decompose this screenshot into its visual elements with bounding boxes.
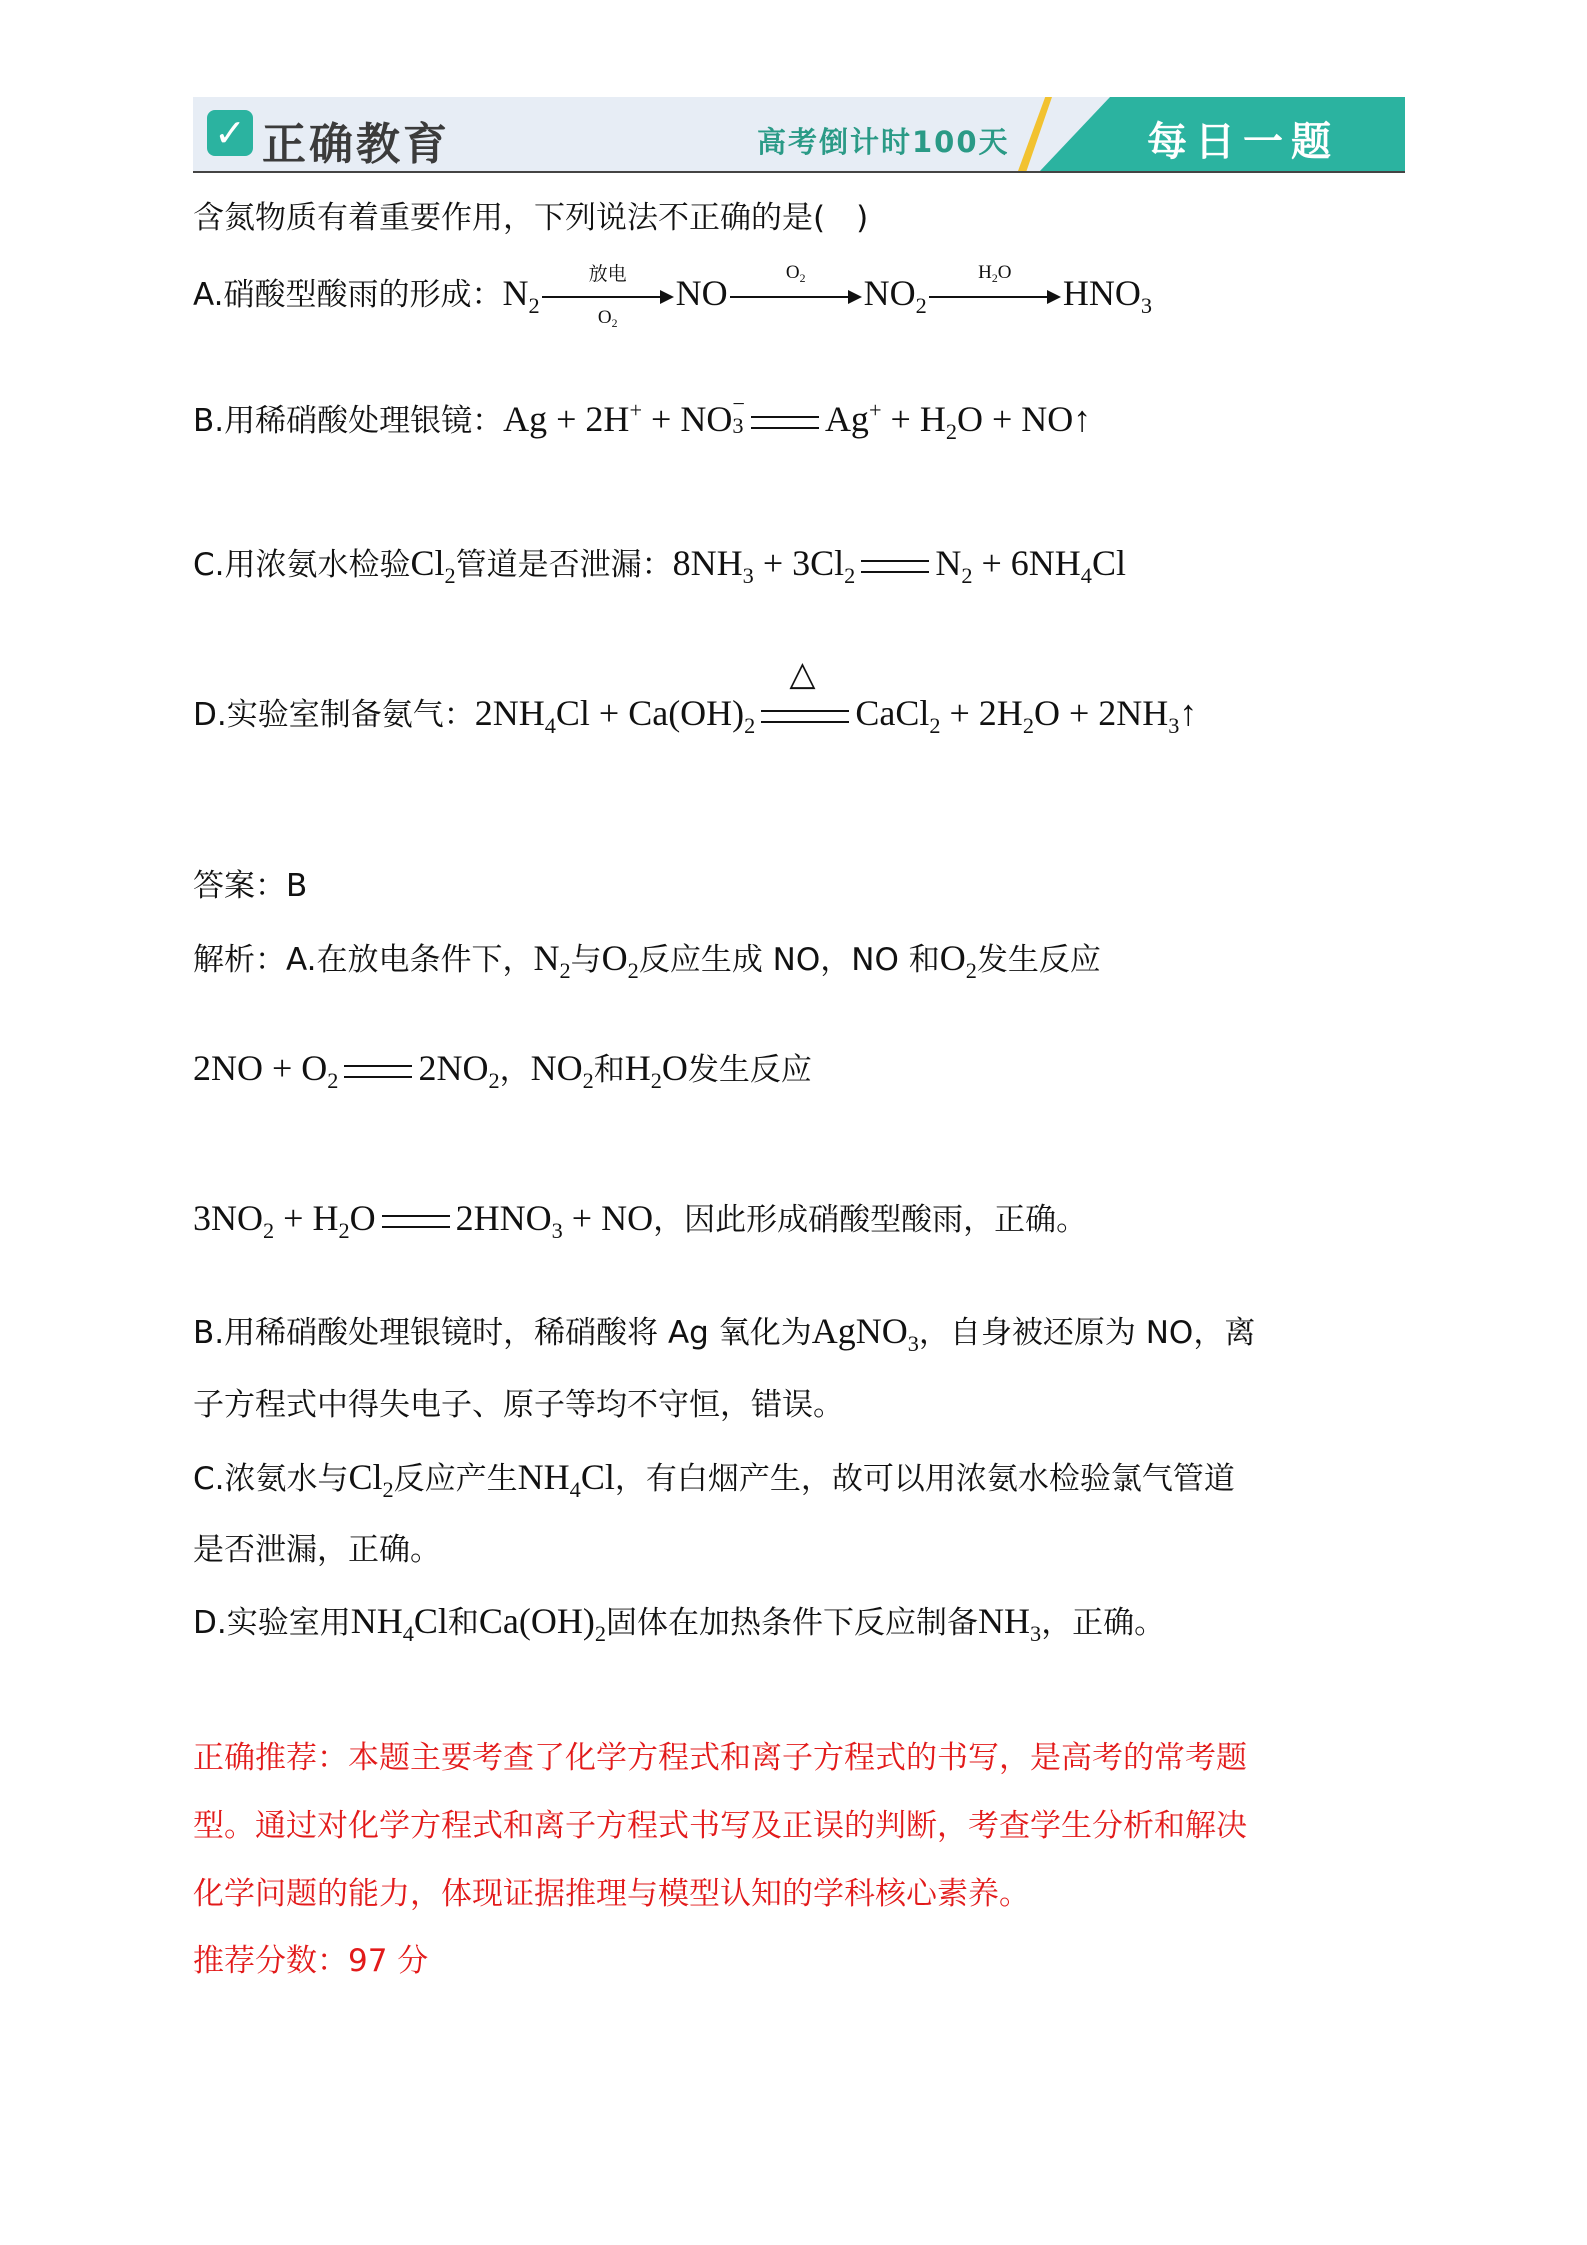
- arrow-condition-top: 放电: [588, 263, 627, 285]
- text-fragment: D.实验室用: [193, 1605, 351, 1641]
- formula: NO: [675, 273, 728, 313]
- equation: Ag + 2H+ + NO − 3: [503, 391, 745, 440]
- heating-equals-sign: [761, 654, 849, 723]
- text-fragment: 和: [593, 1052, 625, 1088]
- option-b-label: B.用稀硝酸处理银镜：: [193, 403, 504, 440]
- equation: $2NO_2$: [418, 1048, 500, 1093]
- formula: $Cl_2$: [348, 1457, 394, 1502]
- recommend-line-3: 化学问题的能力，体现证据推理与模型认知的学科核心素养。: [193, 1876, 1030, 1912]
- option-d-label: D.实验室制备氨气：: [193, 697, 475, 733]
- text-fragment: C.浓氨水与: [193, 1461, 349, 1497]
- equation: $Ag^+ + H_2O$ + NO↑: [824, 397, 1092, 444]
- formula: $NH_4Cl$: [517, 1457, 615, 1502]
- equation: $8NH_3 + 3Cl_2$: [672, 543, 856, 588]
- text-fragment: 反应生成 NO，NO 和: [638, 942, 940, 978]
- text-fragment: 发生反应: [976, 942, 1101, 978]
- formula: $Ca(OH)_2$: [478, 1601, 607, 1646]
- formula: $O_2$: [601, 938, 639, 983]
- text-fragment: ，: [499, 1052, 531, 1088]
- option-a: [193, 262, 1152, 330]
- formula: AgNO$_3$: [811, 1311, 919, 1356]
- heat-triangle-icon: △: [789, 654, 816, 694]
- analysis-a-line3: [193, 1197, 1087, 1245]
- analysis-c-line1: [193, 1456, 1235, 1504]
- checkmark-logo-icon: ✓: [207, 110, 253, 156]
- recommend-line-1: 正确推荐：本题主要考查了化学方程式和离子方程式的书写，是高考的常考题: [193, 1740, 1247, 1776]
- arrow-condition-bottom: $O_2$: [597, 306, 618, 330]
- option-c-label-2: 管道是否泄漏：: [455, 547, 673, 583]
- text-fragment: ，因此形成硝酸型酸雨，正确。: [653, 1202, 1088, 1238]
- header-divider: [193, 171, 1405, 173]
- banner-title: 每日一题: [1147, 119, 1339, 165]
- analysis-d-line1: [193, 1600, 1165, 1648]
- answer-label: 答案：B: [193, 868, 308, 904]
- text-fragment: 与: [570, 942, 602, 978]
- text-fragment: ，正确。: [1041, 1605, 1166, 1641]
- formula: $Cl_2$: [410, 543, 456, 588]
- analysis-a-line2: [193, 1047, 812, 1095]
- recommend-line-2: 型。通过对化学方程式和离子方程式书写及正误的判断，考查学生分析和解决: [193, 1808, 1247, 1844]
- option-a-label: A.硝酸型酸雨的形成：: [193, 277, 503, 313]
- formula: $NO_2$: [863, 273, 927, 318]
- analysis-intro: 解析：A.在放电条件下，: [193, 942, 534, 978]
- countdown-text: 高考倒计时100天: [757, 125, 1010, 159]
- reaction-arrow-3: [929, 262, 1061, 305]
- text-fragment: 和: [447, 1605, 479, 1641]
- analysis-c-line2: 是否泄漏，正确。: [193, 1532, 441, 1568]
- option-b: [193, 393, 1091, 446]
- equation: $2NH_4Cl + Ca(OH)_2$: [474, 693, 756, 738]
- text-fragment: ，自身被还原为 NO，离: [918, 1315, 1256, 1351]
- reaction-arrow-2: [730, 262, 862, 305]
- equals-sign: [382, 1215, 450, 1228]
- formula: $N_2$: [533, 938, 571, 983]
- equals-sign: [861, 560, 929, 573]
- brand-name: 正确教育: [262, 119, 450, 170]
- text-fragment: ，有白烟产生，故可以用浓氨水检验氯气管道: [614, 1461, 1235, 1497]
- formula: $H_2O$: [624, 1048, 688, 1093]
- reaction-arrow-1: [542, 263, 674, 330]
- equation: $N_2 + 6NH_4Cl$: [935, 543, 1126, 588]
- arrow-condition-top: $H_2O$: [978, 262, 1012, 286]
- equation: $3NO_2 + H_2O$: [193, 1198, 376, 1243]
- analysis-b-line2: 子方程式中得失电子、原子等均不守恒，错误。: [193, 1387, 844, 1423]
- equation: $2HNO_3$ + NO: [455, 1198, 654, 1243]
- formula: $HNO_3$: [1062, 273, 1152, 318]
- text-fragment: 反应产生: [393, 1461, 518, 1497]
- option-c: [193, 542, 1126, 590]
- option-d: [193, 654, 1198, 740]
- formula: $NH_3$: [978, 1601, 1042, 1646]
- text-fragment: B.用稀硝酸处理银镜时，稀硝酸将 Ag 氧化为: [193, 1315, 812, 1351]
- recommend-score: 推荐分数：97 分: [193, 1943, 429, 1979]
- question-stem: 含氮物质有着重要作用，下列说法不正确的是( ): [193, 200, 869, 236]
- equation: CaCl$_2$ + $2H_2O$ + $2NH_3↑$: [855, 693, 1198, 738]
- analysis-a-line1: [193, 937, 1101, 985]
- formula: $O_2$: [939, 938, 977, 983]
- formula: $N_2$: [502, 273, 540, 318]
- option-c-label: C.用浓氨水检验: [193, 547, 411, 583]
- text-fragment: 固体在加热条件下反应制备: [606, 1605, 979, 1641]
- text-fragment: 发生反应: [687, 1052, 812, 1088]
- arrow-condition-top: $O_2$: [785, 262, 806, 286]
- equation: $2NO + O_2$: [193, 1048, 339, 1093]
- formula: $NH_4Cl$: [350, 1601, 448, 1646]
- analysis-b-line1: [193, 1310, 1255, 1358]
- formula: $NO_2$: [530, 1048, 594, 1093]
- equals-sign: [344, 1065, 412, 1078]
- equals-sign: [751, 416, 819, 429]
